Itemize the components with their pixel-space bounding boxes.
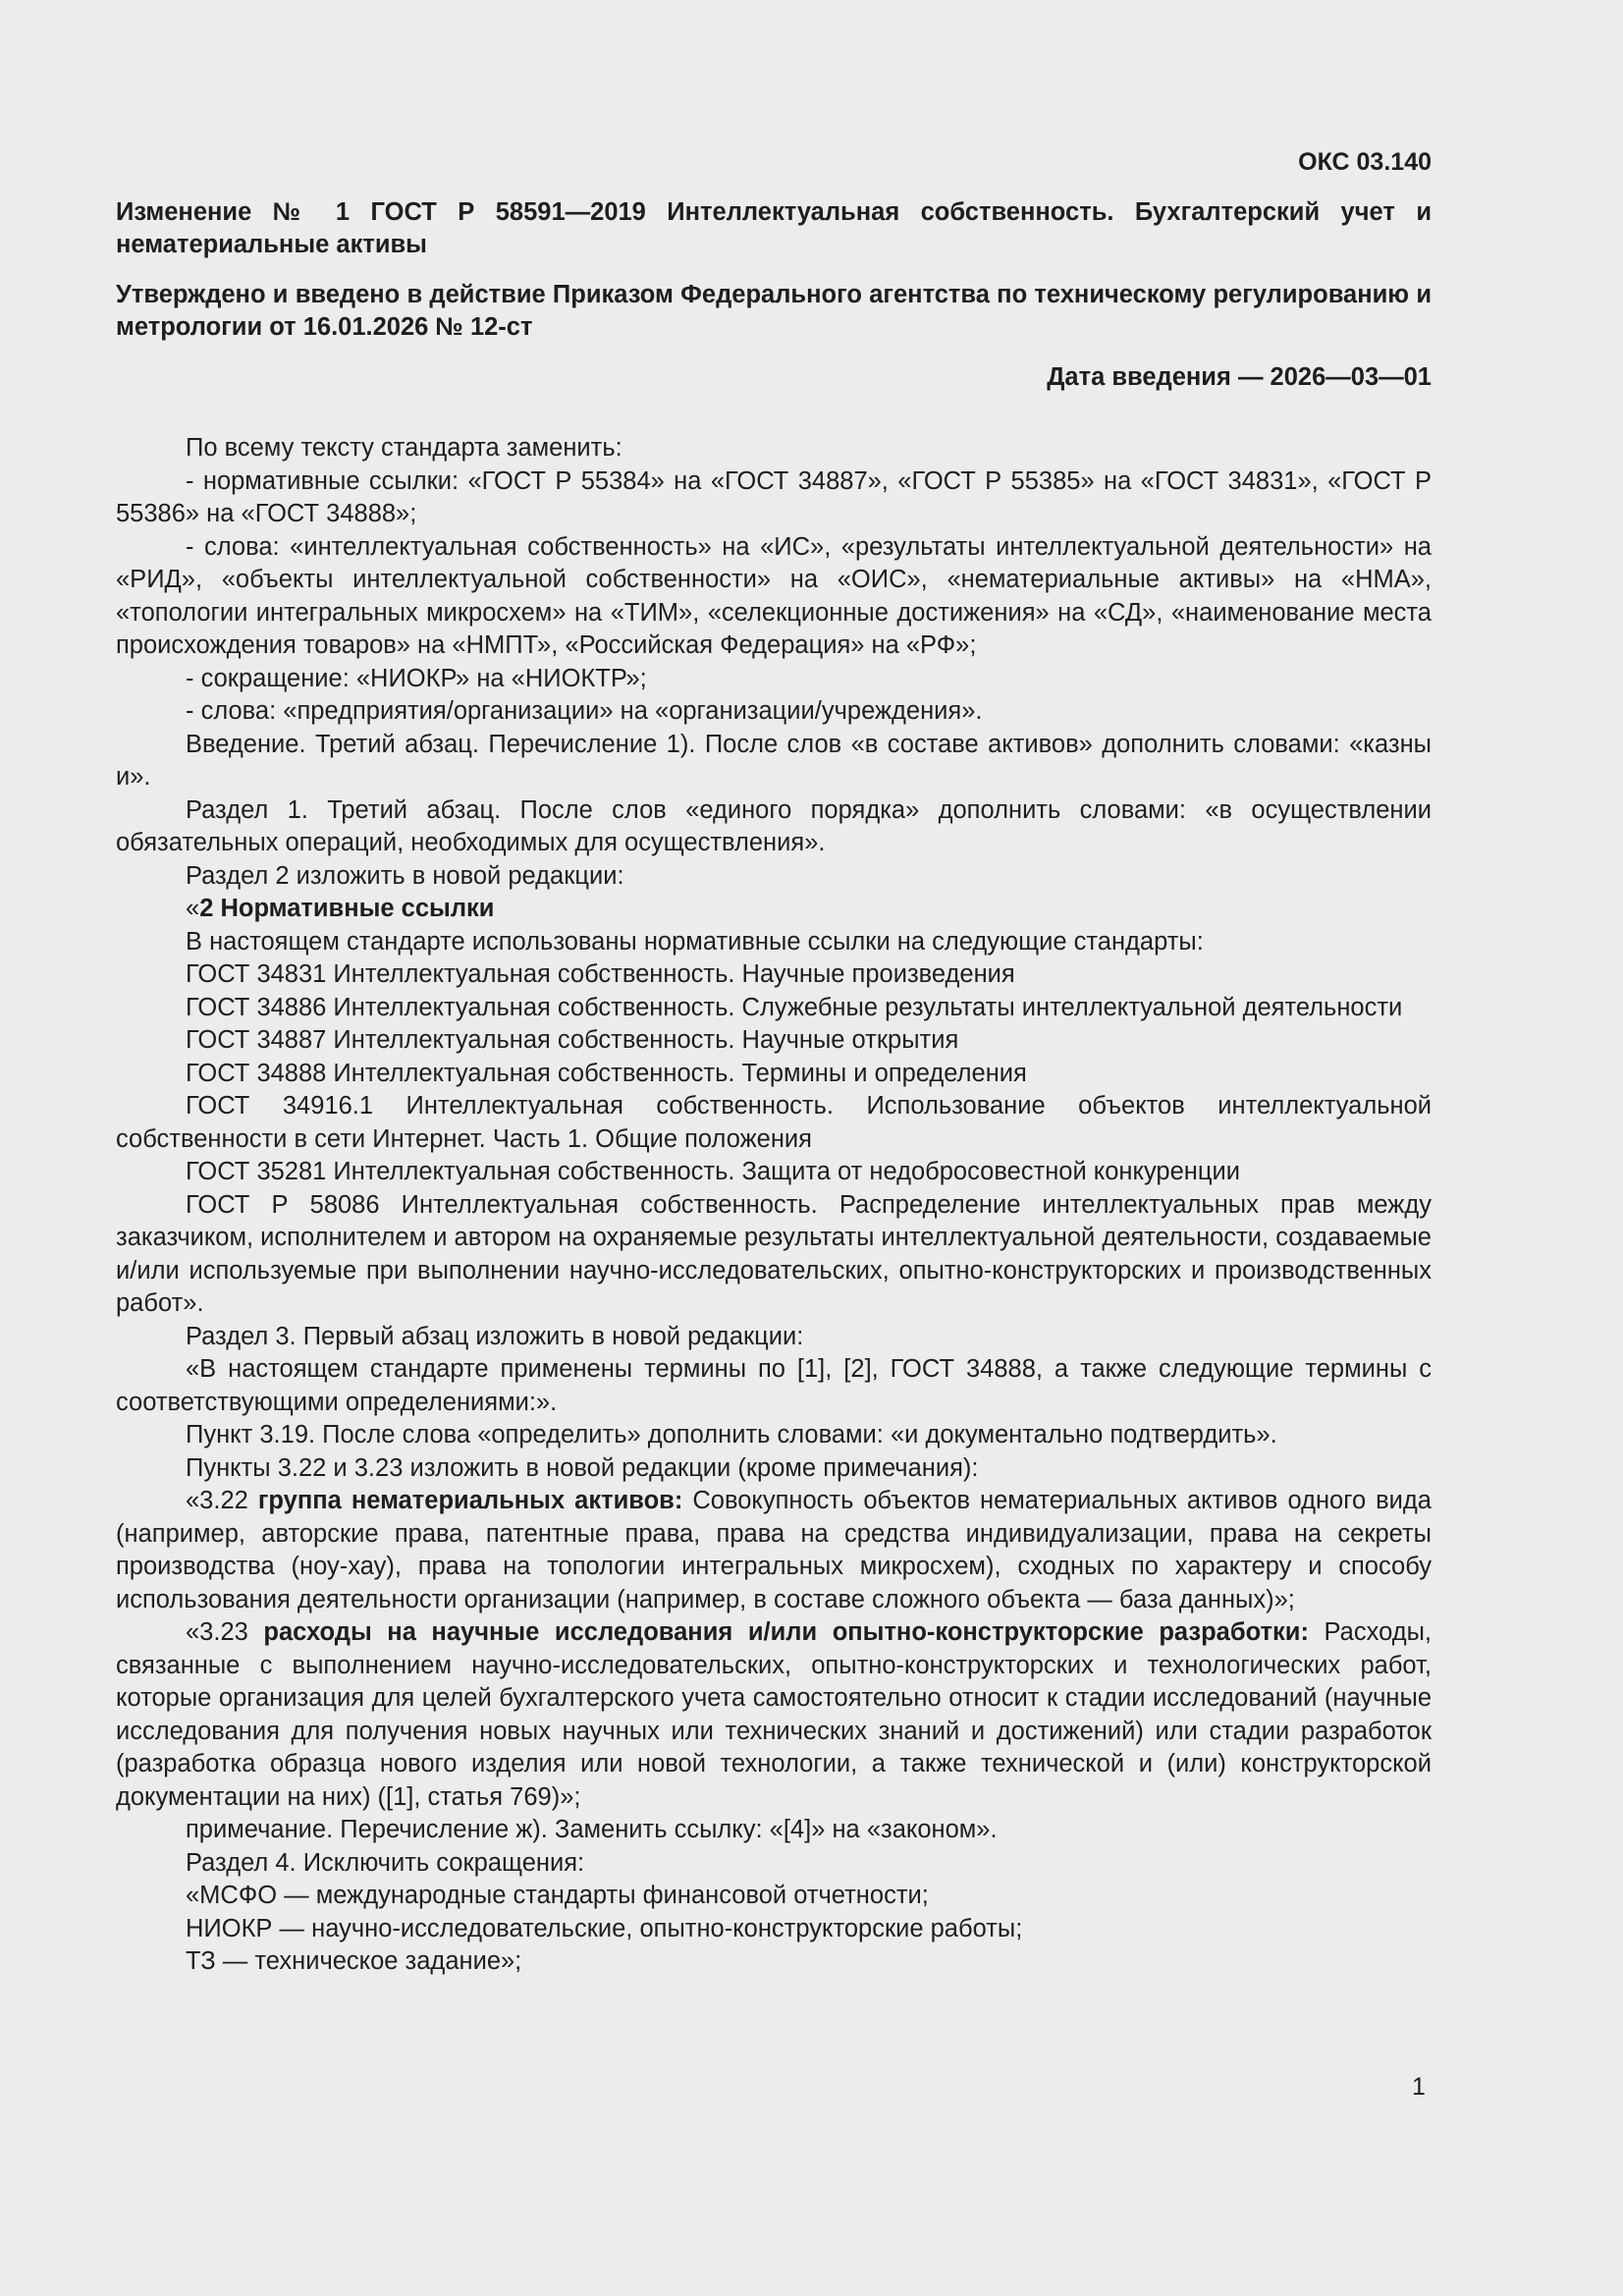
- reference-item: ГОСТ 34831 Интеллектуальная собственность. Научные произведения: [186, 960, 1015, 988]
- paragraph: Раздел 4. Исключить сокращения:: [186, 1848, 585, 1877]
- approval-statement: Утверждено и введено в действие Приказом Федерального агентства по техническому регулированию и метрологии от 16.01.2026 № 12-ст: [116, 281, 1432, 341]
- term-definition: [116, 1616, 1432, 1814]
- paragraph: Раздел 3. Первый абзац изложить в новой редакции:: [186, 1322, 804, 1350]
- document-body: [116, 432, 1432, 1979]
- document-page: [116, 147, 1432, 1979]
- paragraph: примечание. Перечисление ж). Заменить ссылку: «[4]» на «законом».: [186, 1816, 998, 1843]
- paragraph: Введение. Третий абзац. Перечисление 1). После слов «в составе активов» дополнить словами: «казны и».: [116, 730, 1432, 791]
- paragraph: ТЗ — техническое задание»;: [186, 1947, 522, 1975]
- term-definition: [116, 1485, 1432, 1616]
- reference-item: ГОСТ 34916.1 Интеллектуальная собственность. Использование объектов интеллектуальной собственности в сети Интернет. Часть 1. Общие положения: [116, 1092, 1432, 1153]
- paragraph: НИОКР — научно-исследовательские, опытно-конструкторские работы;: [186, 1914, 1023, 1942]
- effective-date: Дата введения — 2026—03—01: [1047, 363, 1432, 391]
- paragraph: - слова: «интеллектуальная собственность» на «ИС», «результаты интеллектуальной деятельности» на «РИД», «объекты интеллектуальной собственности» на «ОИС», «нематериальные активы» на «НМА», «топологии интегральных микросхем» на «ТИМ», «селекционные достижения» на «СД», «наименование места происхождения товаров» на «НМПТ», «Российская Федерация» на «РФ»;: [116, 532, 1432, 659]
- paragraph: Раздел 1. Третий абзац. После слов «единого порядка» дополнить словами: «в осуществлении обязательных операций, необходимых для осуществления».: [116, 795, 1432, 856]
- term-name: расходы на научные исследования и/или опытно-конструкторские разработки:: [263, 1618, 1309, 1646]
- paragraph: В настоящем стандарте использованы нормативные ссылки на следующие стандарты:: [186, 927, 1204, 956]
- paragraph: - сокращение: «НИОКР» на «НИОКТР»;: [186, 664, 647, 692]
- amendment-title: Изменение № 1 ГОСТ Р 58591—2019 Интеллектуальная собственность. Бухгалтерский учет и нематериальные активы: [116, 198, 1432, 258]
- paragraph: «МСФО — международные стандарты финансовой отчетности;: [186, 1882, 929, 1909]
- open-quote: «: [186, 895, 200, 922]
- term-text: Совокупность объектов нематериальных активов одного вида (например, авторские права, патентные права, права на средства индивидуализации, права на секреты производства (ноу-хау), права на топологии интегральных микросхем), сходных по характеру и способу использования деятельности организации (например, в составе сложного объекта — база данных)»;: [116, 1487, 1432, 1613]
- term-number: «3.22: [186, 1487, 258, 1514]
- reference-item: ГОСТ 34886 Интеллектуальная собственность. Служебные результаты интеллектуальной деятельности: [186, 993, 1403, 1021]
- paragraph: По всему тексту стандарта заменить:: [186, 434, 622, 462]
- term-text: Расходы, связанные с выполнением научно-исследовательских, опытно-конструкторских и технологических работ, которые организация для целей бухгалтерского учета самостоятельно относит к стадии исследований (научные исследования для получения новых научных или технических знаний и достижений) или стадии разработок (разработка образца нового изделия или новой технологии, а также технической и (или) конструкторской документации на них) ([1], статья 769)»;: [116, 1618, 1432, 1811]
- reference-item: ГОСТ 34888 Интеллектуальная собственность. Термины и определения: [186, 1059, 1027, 1087]
- paragraph: Пункты 3.22 и 3.23 изложить в новой редакции (кроме примечания):: [186, 1453, 979, 1482]
- paragraph: - слова: «предприятия/организации» на «организации/учреждения».: [186, 697, 983, 725]
- paragraph: «В настоящем стандарте применены термины по [1], [2], ГОСТ 34888, а также следующие термины с соответствующими определениями:».: [116, 1355, 1432, 1416]
- section-heading: [116, 893, 1432, 926]
- paragraph: Раздел 2 изложить в новой редакции:: [186, 861, 624, 890]
- reference-item: ГОСТ 34887 Интеллектуальная собственность. Научные открытия: [186, 1026, 959, 1054]
- reference-item: ГОСТ Р 58086 Интеллектуальная собственность. Распределение интеллектуальных прав между заказчиком, исполнителем и автором на охраняемые результаты интеллектуальной деятельности, создаваемые и/или используемые при выполнении научно-исследовательских, опытно-конструкторских и производственных работ».: [116, 1190, 1432, 1317]
- term-name: группа нематериальных активов:: [257, 1487, 683, 1514]
- section-heading-text: 2 Нормативные ссылки: [199, 895, 495, 922]
- oks-code: ОКС 03.140: [1298, 148, 1432, 176]
- term-number: «3.23: [186, 1618, 264, 1646]
- reference-item: ГОСТ 35281 Интеллектуальная собственность. Защита от недобросовестной конкуренции: [186, 1158, 1240, 1185]
- page-number: 1: [1412, 2073, 1426, 2101]
- paragraph: - нормативные ссылки: «ГОСТ Р 55384» на «ГОСТ 34887», «ГОСТ Р 55385» на «ГОСТ 34831», «ГОСТ Р 55386» на «ГОСТ 34888»;: [116, 466, 1432, 527]
- paragraph: Пункт 3.19. После слова «определить» дополнить словами: «и документально подтвердить».: [186, 1421, 1277, 1449]
